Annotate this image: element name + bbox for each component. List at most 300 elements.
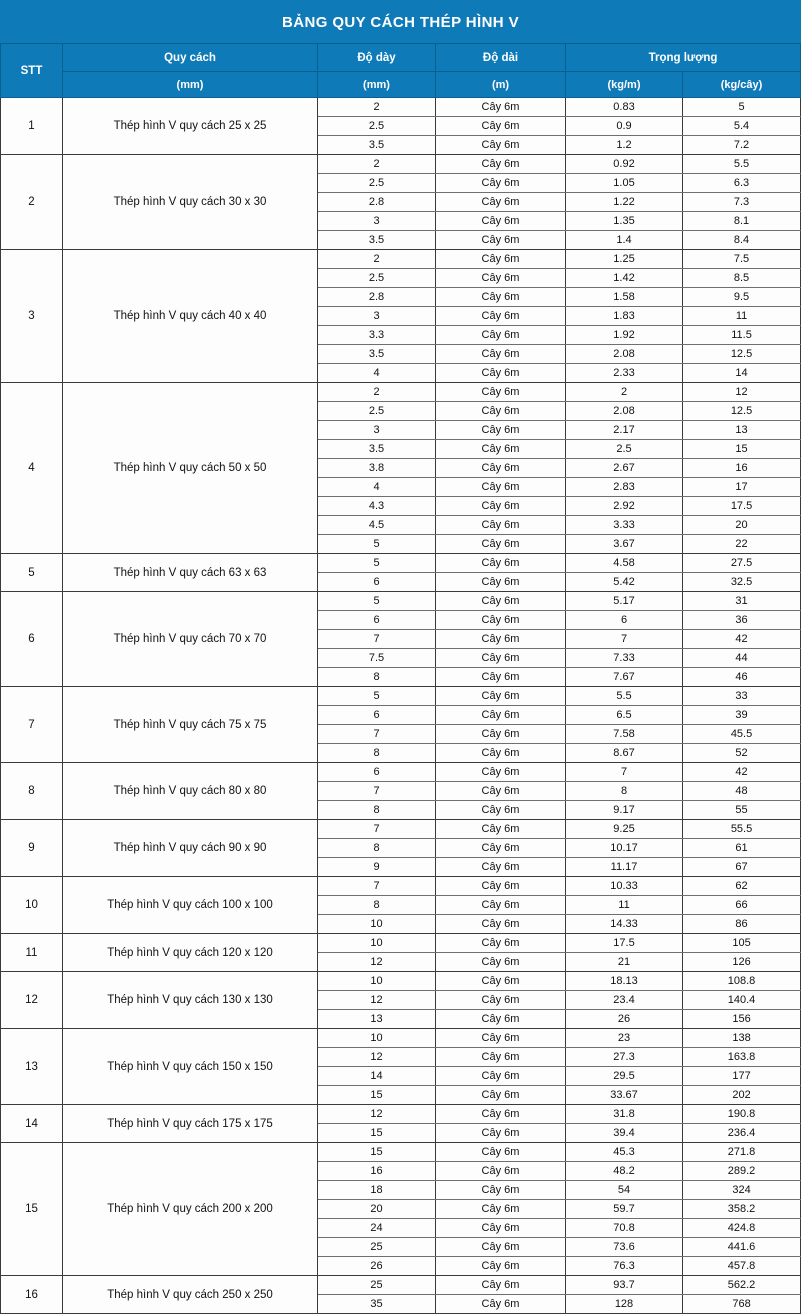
cell-stt: 5 [1,554,63,592]
cell-length: Cây 6m [436,117,566,136]
cell-weight-per-m: 10.33 [566,877,683,896]
cell-stt: 15 [1,1143,63,1276]
cell-thickness: 12 [318,991,436,1010]
cell-weight-per-bar: 5.5 [683,155,801,174]
cell-weight-per-bar: 17 [683,478,801,497]
cell-weight-per-m: 9.17 [566,801,683,820]
cell-length: Cây 6m [436,1276,566,1295]
table-row [1,934,801,953]
cell-stt: 12 [1,972,63,1029]
cell-length: Cây 6m [436,155,566,174]
cell-length: Cây 6m [436,1181,566,1200]
cell-spec: Thép hình V quy cách 100 x 100 [63,877,318,934]
cell-weight-per-m: 7.67 [566,668,683,687]
cell-thickness: 8 [318,839,436,858]
cell-length: Cây 6m [436,953,566,972]
cell-weight-per-bar: 46 [683,668,801,687]
cell-weight-per-m: 2.92 [566,497,683,516]
table-row [1,1029,801,1048]
cell-weight-per-bar: 105 [683,934,801,953]
cell-weight-per-m: 1.42 [566,269,683,288]
cell-weight-per-bar: 67 [683,858,801,877]
cell-thickness: 13 [318,1010,436,1029]
cell-weight-per-bar: 126 [683,953,801,972]
cell-thickness: 10 [318,1029,436,1048]
title-row [1,1,801,44]
cell-thickness: 2 [318,383,436,402]
cell-thickness: 2 [318,250,436,269]
cell-weight-per-bar: 17.5 [683,497,801,516]
cell-weight-per-m: 2.5 [566,440,683,459]
cell-thickness: 8 [318,668,436,687]
cell-weight-per-m: 7 [566,630,683,649]
cell-spec: Thép hình V quy cách 30 x 30 [63,155,318,250]
cell-thickness: 3.8 [318,459,436,478]
cell-thickness: 7 [318,725,436,744]
cell-weight-per-m: 5.5 [566,687,683,706]
cell-length: Cây 6m [436,212,566,231]
cell-thickness: 7 [318,820,436,839]
cell-weight-per-bar: 86 [683,915,801,934]
cell-weight-per-m: 14.33 [566,915,683,934]
cell-weight-per-bar: 61 [683,839,801,858]
cell-weight-per-m: 1.05 [566,174,683,193]
cell-length: Cây 6m [436,402,566,421]
cell-weight-per-bar: 163.8 [683,1048,801,1067]
cell-weight-per-m: 2.33 [566,364,683,383]
column-header-weight-per-bar: (kg/cây) [683,72,801,98]
cell-length: Cây 6m [436,668,566,687]
cell-thickness: 2 [318,155,436,174]
cell-weight-per-m: 26 [566,1010,683,1029]
cell-thickness: 2.5 [318,117,436,136]
cell-length: Cây 6m [436,877,566,896]
cell-thickness: 2.5 [318,402,436,421]
cell-length: Cây 6m [436,1105,566,1124]
cell-weight-per-bar: 562.2 [683,1276,801,1295]
cell-thickness: 25 [318,1238,436,1257]
cell-weight-per-bar: 32.5 [683,573,801,592]
cell-length: Cây 6m [436,1010,566,1029]
cell-weight-per-bar: 5.4 [683,117,801,136]
cell-weight-per-m: 2.08 [566,402,683,421]
cell-thickness: 8 [318,801,436,820]
cell-spec: Thép hình V quy cách 75 x 75 [63,687,318,763]
cell-weight-per-m: 11.17 [566,858,683,877]
table-header [1,1,801,98]
cell-length: Cây 6m [436,573,566,592]
cell-thickness: 5 [318,554,436,573]
table-row [1,250,801,269]
cell-spec: Thép hình V quy cách 250 x 250 [63,1276,318,1314]
cell-weight-per-bar: 20 [683,516,801,535]
cell-weight-per-m: 1.92 [566,326,683,345]
cell-spec: Thép hình V quy cách 80 x 80 [63,763,318,820]
cell-weight-per-bar: 12 [683,383,801,402]
cell-weight-per-bar: 202 [683,1086,801,1105]
cell-weight-per-m: 48.2 [566,1162,683,1181]
cell-thickness: 2.8 [318,193,436,212]
cell-thickness: 7 [318,782,436,801]
cell-length: Cây 6m [436,1257,566,1276]
cell-stt: 8 [1,763,63,820]
cell-stt: 3 [1,250,63,383]
cell-length: Cây 6m [436,1029,566,1048]
cell-thickness: 7 [318,877,436,896]
cell-length: Cây 6m [436,193,566,212]
cell-spec: Thép hình V quy cách 40 x 40 [63,250,318,383]
cell-length: Cây 6m [436,136,566,155]
cell-weight-per-m: 1.35 [566,212,683,231]
cell-spec: Thép hình V quy cách 70 x 70 [63,592,318,687]
cell-weight-per-m: 8.67 [566,744,683,763]
cell-weight-per-m: 2.67 [566,459,683,478]
cell-weight-per-bar: 5 [683,98,801,117]
cell-spec: Thép hình V quy cách 200 x 200 [63,1143,318,1276]
cell-weight-per-bar: 190.8 [683,1105,801,1124]
cell-weight-per-m: 29.5 [566,1067,683,1086]
cell-weight-per-bar: 140.4 [683,991,801,1010]
cell-weight-per-bar: 7.2 [683,136,801,155]
cell-weight-per-m: 27.3 [566,1048,683,1067]
cell-spec: Thép hình V quy cách 50 x 50 [63,383,318,554]
cell-weight-per-m: 2.17 [566,421,683,440]
cell-spec: Thép hình V quy cách 130 x 130 [63,972,318,1029]
cell-weight-per-bar: 39 [683,706,801,725]
table-row [1,592,801,611]
cell-weight-per-bar: 45.5 [683,725,801,744]
cell-weight-per-bar: 33 [683,687,801,706]
cell-length: Cây 6m [436,345,566,364]
cell-length: Cây 6m [436,611,566,630]
cell-weight-per-bar: 11 [683,307,801,326]
cell-weight-per-bar: 8.5 [683,269,801,288]
cell-length: Cây 6m [436,231,566,250]
table-row [1,98,801,117]
cell-weight-per-bar: 12.5 [683,402,801,421]
cell-length: Cây 6m [436,687,566,706]
cell-weight-per-m: 1.2 [566,136,683,155]
cell-weight-per-m: 7 [566,763,683,782]
cell-length: Cây 6m [436,535,566,554]
cell-weight-per-m: 0.9 [566,117,683,136]
column-header-thickness-unit: (mm) [318,72,436,98]
cell-weight-per-m: 18.13 [566,972,683,991]
cell-weight-per-bar: 55.5 [683,820,801,839]
cell-weight-per-m: 21 [566,953,683,972]
cell-weight-per-m: 23.4 [566,991,683,1010]
cell-length: Cây 6m [436,383,566,402]
cell-weight-per-bar: 55 [683,801,801,820]
cell-weight-per-bar: 441.6 [683,1238,801,1257]
cell-weight-per-bar: 9.5 [683,288,801,307]
cell-weight-per-m: 10.17 [566,839,683,858]
cell-weight-per-m: 1.83 [566,307,683,326]
cell-weight-per-m: 54 [566,1181,683,1200]
cell-weight-per-bar: 6.3 [683,174,801,193]
cell-length: Cây 6m [436,497,566,516]
cell-length: Cây 6m [436,1048,566,1067]
cell-length: Cây 6m [436,250,566,269]
table-row [1,877,801,896]
cell-length: Cây 6m [436,1295,566,1314]
cell-thickness: 8 [318,744,436,763]
cell-thickness: 26 [318,1257,436,1276]
cell-weight-per-bar: 138 [683,1029,801,1048]
cell-thickness: 16 [318,1162,436,1181]
cell-length: Cây 6m [436,269,566,288]
table-row [1,687,801,706]
cell-weight-per-m: 31.8 [566,1105,683,1124]
cell-thickness: 4 [318,364,436,383]
cell-thickness: 6 [318,763,436,782]
cell-weight-per-bar: 156 [683,1010,801,1029]
cell-weight-per-bar: 62 [683,877,801,896]
cell-thickness: 5 [318,535,436,554]
cell-length: Cây 6m [436,649,566,668]
cell-stt: 14 [1,1105,63,1143]
cell-thickness: 3 [318,212,436,231]
cell-length: Cây 6m [436,1067,566,1086]
cell-thickness: 5 [318,687,436,706]
cell-weight-per-m: 23 [566,1029,683,1048]
cell-weight-per-bar: 48 [683,782,801,801]
header-row-units [1,72,801,98]
cell-weight-per-bar: 42 [683,630,801,649]
cell-length: Cây 6m [436,554,566,573]
cell-length: Cây 6m [436,725,566,744]
table-row [1,763,801,782]
table-body [1,98,801,1314]
cell-weight-per-m: 45.3 [566,1143,683,1162]
cell-thickness: 10 [318,972,436,991]
cell-thickness: 35 [318,1295,436,1314]
cell-length: Cây 6m [436,326,566,345]
table-row [1,820,801,839]
cell-weight-per-m: 33.67 [566,1086,683,1105]
cell-thickness: 7.5 [318,649,436,668]
cell-length: Cây 6m [436,915,566,934]
cell-weight-per-bar: 108.8 [683,972,801,991]
cell-weight-per-bar: 271.8 [683,1143,801,1162]
cell-length: Cây 6m [436,858,566,877]
column-header-stt: STT [1,44,63,98]
cell-spec: Thép hình V quy cách 90 x 90 [63,820,318,877]
cell-stt: 11 [1,934,63,972]
cell-length: Cây 6m [436,744,566,763]
cell-length: Cây 6m [436,1124,566,1143]
cell-weight-per-m: 6 [566,611,683,630]
cell-thickness: 15 [318,1124,436,1143]
cell-weight-per-bar: 457.8 [683,1257,801,1276]
cell-weight-per-m: 4.58 [566,554,683,573]
cell-weight-per-m: 1.25 [566,250,683,269]
cell-weight-per-m: 3.33 [566,516,683,535]
cell-weight-per-bar: 66 [683,896,801,915]
cell-length: Cây 6m [436,174,566,193]
cell-weight-per-m: 2.08 [566,345,683,364]
cell-weight-per-bar: 236.4 [683,1124,801,1143]
cell-length: Cây 6m [436,1200,566,1219]
cell-thickness: 3.5 [318,231,436,250]
cell-length: Cây 6m [436,1143,566,1162]
cell-thickness: 3.5 [318,345,436,364]
cell-thickness: 3.5 [318,440,436,459]
cell-stt: 9 [1,820,63,877]
cell-length: Cây 6m [436,288,566,307]
cell-weight-per-bar: 15 [683,440,801,459]
cell-length: Cây 6m [436,934,566,953]
cell-weight-per-bar: 289.2 [683,1162,801,1181]
cell-weight-per-bar: 177 [683,1067,801,1086]
cell-length: Cây 6m [436,1086,566,1105]
cell-weight-per-m: 0.92 [566,155,683,174]
cell-weight-per-bar: 44 [683,649,801,668]
cell-thickness: 12 [318,1105,436,1124]
cell-thickness: 15 [318,1143,436,1162]
table-row [1,1105,801,1124]
cell-weight-per-bar: 12.5 [683,345,801,364]
cell-weight-per-bar: 27.5 [683,554,801,573]
table-row [1,1143,801,1162]
cell-length: Cây 6m [436,782,566,801]
cell-thickness: 6 [318,611,436,630]
cell-weight-per-bar: 768 [683,1295,801,1314]
cell-stt: 2 [1,155,63,250]
cell-weight-per-m: 5.42 [566,573,683,592]
cell-length: Cây 6m [436,440,566,459]
cell-length: Cây 6m [436,630,566,649]
cell-length: Cây 6m [436,820,566,839]
cell-weight-per-bar: 14 [683,364,801,383]
cell-weight-per-m: 8 [566,782,683,801]
cell-weight-per-bar: 42 [683,763,801,782]
cell-thickness: 4.5 [318,516,436,535]
cell-length: Cây 6m [436,516,566,535]
cell-length: Cây 6m [436,801,566,820]
cell-length: Cây 6m [436,972,566,991]
cell-length: Cây 6m [436,421,566,440]
cell-spec: Thép hình V quy cách 120 x 120 [63,934,318,972]
cell-thickness: 3 [318,307,436,326]
cell-weight-per-m: 2 [566,383,683,402]
cell-length: Cây 6m [436,1162,566,1181]
cell-thickness: 4.3 [318,497,436,516]
cell-thickness: 24 [318,1219,436,1238]
cell-stt: 4 [1,383,63,554]
cell-thickness: 2.5 [318,174,436,193]
cell-thickness: 5 [318,592,436,611]
cell-thickness: 10 [318,915,436,934]
cell-weight-per-m: 5.17 [566,592,683,611]
cell-length: Cây 6m [436,896,566,915]
cell-thickness: 12 [318,1048,436,1067]
cell-thickness: 2.8 [318,288,436,307]
table-title: BẢNG QUY CÁCH THÉP HÌNH V [1,1,801,44]
cell-stt: 7 [1,687,63,763]
cell-length: Cây 6m [436,98,566,117]
cell-spec: Thép hình V quy cách 175 x 175 [63,1105,318,1143]
cell-length: Cây 6m [436,364,566,383]
cell-weight-per-bar: 7.5 [683,250,801,269]
cell-weight-per-m: 70.8 [566,1219,683,1238]
cell-thickness: 3.3 [318,326,436,345]
cell-length: Cây 6m [436,839,566,858]
cell-stt: 6 [1,592,63,687]
cell-stt: 10 [1,877,63,934]
cell-thickness: 15 [318,1086,436,1105]
cell-weight-per-bar: 22 [683,535,801,554]
table-row [1,1276,801,1295]
cell-weight-per-m: 3.67 [566,535,683,554]
cell-weight-per-bar: 358.2 [683,1200,801,1219]
cell-thickness: 12 [318,953,436,972]
cell-weight-per-m: 7.58 [566,725,683,744]
cell-length: Cây 6m [436,706,566,725]
cell-weight-per-m: 93.7 [566,1276,683,1295]
cell-weight-per-bar: 31 [683,592,801,611]
cell-weight-per-bar: 36 [683,611,801,630]
cell-spec: Thép hình V quy cách 63 x 63 [63,554,318,592]
cell-weight-per-m: 0.83 [566,98,683,117]
cell-weight-per-m: 59.7 [566,1200,683,1219]
cell-weight-per-bar: 424.8 [683,1219,801,1238]
cell-thickness: 10 [318,934,436,953]
cell-thickness: 9 [318,858,436,877]
cell-length: Cây 6m [436,1219,566,1238]
cell-weight-per-bar: 324 [683,1181,801,1200]
cell-stt: 13 [1,1029,63,1105]
cell-weight-per-m: 2.83 [566,478,683,497]
cell-weight-per-m: 76.3 [566,1257,683,1276]
column-header-spec-unit: (mm) [63,72,318,98]
cell-stt: 1 [1,98,63,155]
column-header-length-unit: (m) [436,72,566,98]
cell-length: Cây 6m [436,592,566,611]
cell-thickness: 8 [318,896,436,915]
column-header-weight-per-m: (kg/m) [566,72,683,98]
column-header-length: Độ dài [436,44,566,72]
cell-thickness: 3 [318,421,436,440]
cell-weight-per-bar: 8.1 [683,212,801,231]
cell-length: Cây 6m [436,991,566,1010]
header-row-top [1,44,801,72]
cell-weight-per-m: 39.4 [566,1124,683,1143]
cell-spec: Thép hình V quy cách 150 x 150 [63,1029,318,1105]
cell-thickness: 3.5 [318,136,436,155]
table-row [1,155,801,174]
cell-weight-per-m: 1.22 [566,193,683,212]
cell-thickness: 2.5 [318,269,436,288]
cell-stt: 16 [1,1276,63,1314]
cell-weight-per-bar: 11.5 [683,326,801,345]
cell-thickness: 6 [318,706,436,725]
cell-weight-per-m: 17.5 [566,934,683,953]
cell-thickness: 14 [318,1067,436,1086]
column-header-weight: Trọng lượng [566,44,801,72]
cell-weight-per-m: 73.6 [566,1238,683,1257]
column-header-spec: Quy cách [63,44,318,72]
cell-weight-per-m: 128 [566,1295,683,1314]
cell-thickness: 6 [318,573,436,592]
cell-thickness: 20 [318,1200,436,1219]
cell-weight-per-m: 1.58 [566,288,683,307]
cell-length: Cây 6m [436,478,566,497]
cell-weight-per-bar: 13 [683,421,801,440]
cell-length: Cây 6m [436,1238,566,1257]
cell-weight-per-m: 9.25 [566,820,683,839]
column-header-thickness: Độ dày [318,44,436,72]
